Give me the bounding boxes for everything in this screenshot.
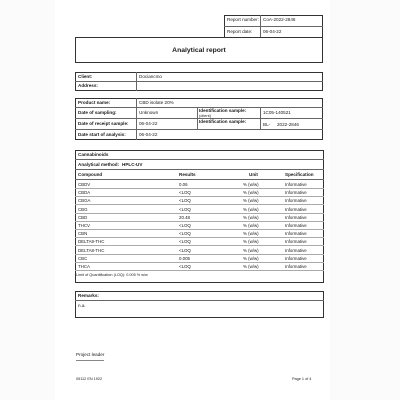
id-sample-prefix: BL- xyxy=(263,122,271,127)
id-client-value: 1C05-140521 xyxy=(263,110,291,115)
remarks-value: n.a. xyxy=(78,303,86,308)
result-cell: 0.06 xyxy=(179,182,188,187)
project-leader-label: Project leader xyxy=(76,352,105,357)
specification-cell: Informative xyxy=(285,231,307,237)
id-sample-value: 2022-2846 xyxy=(277,122,299,127)
result-cell: <LOQ xyxy=(179,223,191,228)
specification-cell: Informative xyxy=(285,198,307,204)
compound-cell: CBGA xyxy=(78,198,91,204)
product-column-divider-1 xyxy=(136,98,137,140)
product-column-divider-3 xyxy=(260,107,261,129)
compound-cell: CBDA xyxy=(78,190,91,196)
product-column-divider-2 xyxy=(197,107,198,129)
receipt-date-value: 06-04-22 xyxy=(139,121,158,126)
remarks-label: Remarks: xyxy=(78,293,99,298)
result-cell: 0.005 xyxy=(179,255,190,261)
cannabinoids-divider-1 xyxy=(75,159,324,160)
method-value: HPLC-UV xyxy=(122,162,143,167)
unit-cell: % (w/w) xyxy=(243,206,259,212)
results-table xyxy=(75,180,324,272)
result-cell: <LOQ xyxy=(179,231,191,237)
page-number: Page 1 of 4 xyxy=(292,377,312,381)
analysis-start-label: Date start of analysis: xyxy=(78,132,126,137)
unit-cell: % (w/w) xyxy=(243,264,259,269)
report-date-value: 06-04-22 xyxy=(263,29,282,34)
cannabinoids-title: Cannabinoids xyxy=(78,152,109,157)
compound-cell: CBDV xyxy=(78,182,91,187)
product-divider-3 xyxy=(75,129,323,130)
unit-cell: % (w/w) xyxy=(243,247,259,253)
client-column-divider xyxy=(136,72,137,91)
column-unit: Unit xyxy=(249,172,258,177)
compound-cell: CBC xyxy=(78,255,88,261)
specification-cell: Informative xyxy=(285,223,307,228)
table-row xyxy=(75,262,324,271)
product-name-value: CBD isolate 20% xyxy=(139,100,174,105)
remarks-box xyxy=(75,291,324,318)
report-info-divider xyxy=(224,26,323,27)
remarks-divider xyxy=(75,300,324,301)
result-cell: 20.48 xyxy=(179,214,190,220)
specification-cell: Informative xyxy=(285,190,307,196)
report-date-label: Report date: xyxy=(227,29,253,34)
document-code: 05112 EN 1922 xyxy=(76,377,103,381)
result-cell: <LOQ xyxy=(179,247,191,253)
result-cell: <LOQ xyxy=(179,206,191,212)
sampling-date-label: Date of sampling: xyxy=(78,110,117,115)
unit-cell: % (w/w) xyxy=(243,190,259,196)
loq-note: Limit of Quantification (LOQ): 0.005 % w/w xyxy=(76,273,148,277)
client-value: Dociancmo xyxy=(139,74,162,79)
result-cell: <LOQ xyxy=(179,198,191,204)
compound-cell: CBG xyxy=(78,206,88,212)
specification-cell: Informative xyxy=(285,264,307,269)
specification-cell: Informative xyxy=(285,239,307,245)
unit-cell: % (w/w) xyxy=(243,182,259,187)
unit-cell: % (w/w) xyxy=(243,198,259,204)
signature-line xyxy=(76,360,104,361)
client-divider xyxy=(75,81,323,82)
specification-cell: Informative xyxy=(285,255,307,261)
compound-cell: THCV xyxy=(78,223,90,228)
compound-cell: THCA xyxy=(78,264,90,269)
report-number-label: Report number: xyxy=(227,17,259,22)
unit-cell: % (w/w) xyxy=(243,231,259,237)
specification-cell: Informative xyxy=(285,214,307,220)
result-cell: <LOQ xyxy=(179,239,191,245)
method-label: Analytical method: xyxy=(78,162,120,167)
column-results: Results xyxy=(179,172,196,177)
receipt-date-label: Date of receipt sample: xyxy=(78,121,129,126)
cannabinoids-divider-2 xyxy=(75,169,324,170)
specification-cell: Informative xyxy=(285,182,307,187)
report-title: Analytical report xyxy=(172,46,226,54)
column-specification: Specification xyxy=(285,172,314,177)
id-client-sub: (client) xyxy=(199,112,212,118)
unit-cell: % (w/w) xyxy=(243,239,259,245)
result-cell: <LOQ xyxy=(179,264,191,269)
sampling-date-value: Unknown xyxy=(139,110,159,115)
report-info-column-divider xyxy=(260,15,261,38)
specification-cell: Informative xyxy=(285,206,307,212)
specification-cell: Informative xyxy=(285,247,307,253)
client-label: Client: xyxy=(78,74,93,79)
unit-cell: % (w/w) xyxy=(243,223,259,228)
id-client-label: Identification sample: xyxy=(199,107,247,113)
unit-cell: % (w/w) xyxy=(243,255,259,261)
compound-cell: CBD xyxy=(78,214,88,220)
report-number-value: CoA-2022-2846 xyxy=(263,17,296,22)
id-sample-label: Identification sample: xyxy=(199,119,247,124)
compound-cell: CBN xyxy=(78,231,88,237)
column-compound: Compound xyxy=(78,172,103,177)
product-name-label: Product name: xyxy=(78,100,111,105)
compound-cell: DELTA8-THC xyxy=(78,247,105,253)
address-label: Address: xyxy=(78,83,98,88)
analysis-start-value: 06-04-22 xyxy=(139,132,158,137)
unit-cell: % (w/w) xyxy=(243,214,259,220)
result-cell: <LOQ xyxy=(179,190,191,196)
compound-cell: DELTA9-THC xyxy=(78,239,105,245)
